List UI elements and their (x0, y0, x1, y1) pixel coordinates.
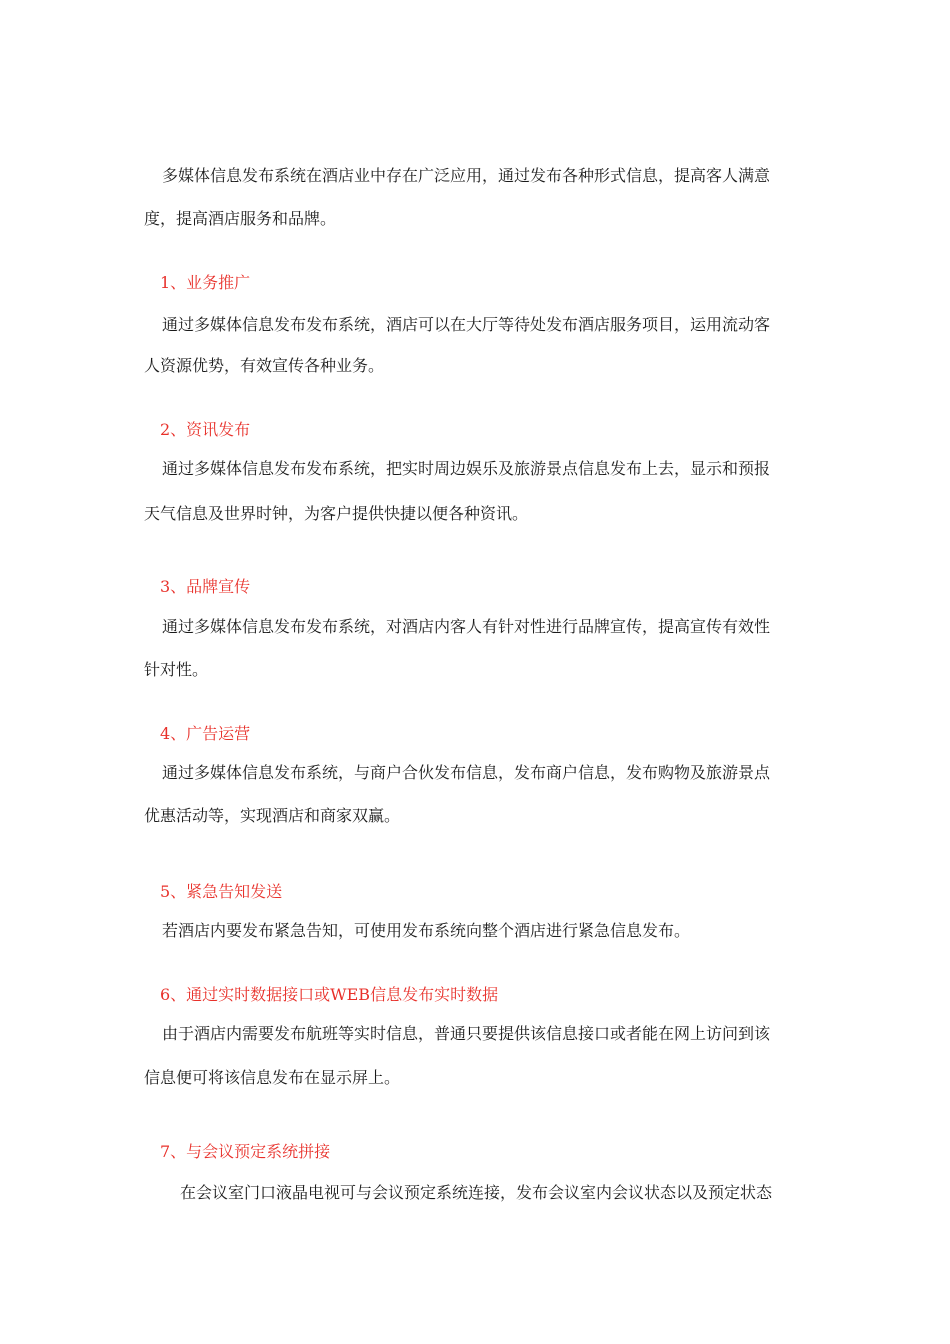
section-heading-2: 2、资讯发布 (160, 420, 251, 439)
section-3-text-line-2: 针对性。 (144, 660, 209, 679)
section-heading-3: 3、品牌宣传 (160, 577, 251, 596)
section-4-text-line-2: 优惠活动等，实现酒店和商家双赢。 (144, 806, 401, 825)
section-2-text-line-2: 天气信息及世界时钟，为客户提供快捷以便各种资讯。 (144, 504, 529, 523)
section-5-text-line-1: 若酒店内要发布紧急告知，可使用发布系统向整个酒店进行紧急信息发布。 (162, 921, 691, 940)
intro-paragraph-line-2: 度，提高酒店服务和品牌。 (144, 209, 337, 228)
section-heading-7: 7、与会议预定系统拼接 (160, 1142, 331, 1161)
section-heading-5: 5、紧急告知发送 (160, 882, 283, 901)
section-4-text-line-1: 通过多媒体信息发布系统，与商户合伙发布信息，发布商户信息，发布购物及旅游景点 (162, 763, 771, 782)
section-heading-1: 1、业务推广 (160, 273, 251, 292)
section-2-text-line-1: 通过多媒体信息发布发布系统，把实时周边娱乐及旅游景点信息发布上去，显示和预报 (162, 459, 771, 478)
section-6-text-line-2: 信息便可将该信息发布在显示屏上。 (144, 1068, 401, 1087)
section-heading-4: 4、广告运营 (160, 724, 251, 743)
section-3-text-line-1: 通过多媒体信息发布发布系统，对酒店内客人有针对性进行品牌宣传，提高宣传有效性 (162, 617, 771, 636)
section-1-text-line-2: 人资源优势，有效宣传各种业务。 (144, 356, 385, 375)
intro-paragraph-line-1: 多媒体信息发布系统在酒店业中存在广泛应用，通过发布各种形式信息，提高客人满意 (162, 166, 771, 185)
section-heading-6: 6、通过实时数据接口或WEB信息发布实时数据 (160, 985, 499, 1004)
section-6-text-line-1: 由于酒店内需要发布航班等实时信息，普通只要提供该信息接口或者能在网上访问到该 (162, 1024, 771, 1043)
section-7-text-line-1: 在会议室门口液晶电视可与会议预定系统连接，发布会议室内会议状态以及预定状态 (180, 1183, 773, 1202)
section-1-text-line-1: 通过多媒体信息发布发布系统，酒店可以在大厅等待处发布酒店服务项目，运用流动客 (162, 315, 771, 334)
